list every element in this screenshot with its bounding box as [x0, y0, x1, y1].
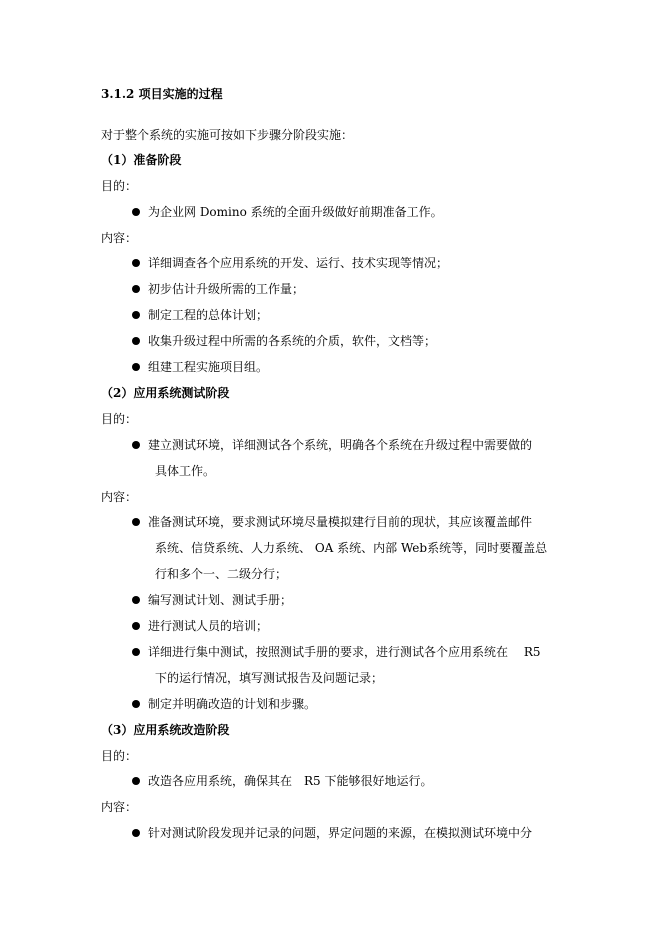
bullet-icon [132, 259, 140, 267]
bullet-icon [132, 829, 140, 837]
bullet-icon [132, 622, 140, 630]
phase-3-goal-label: 目的： [101, 749, 138, 763]
bullet-icon [132, 518, 140, 526]
phase-1-content-label: 内容： [101, 231, 138, 245]
phase-1-content-item: 初步估计升级所需的工作量； [148, 282, 305, 296]
phase-1-content-item: 收集升级过程中所需的各系统的介质，软件，文档等； [148, 334, 437, 348]
bullet-icon [132, 285, 140, 293]
phase-2-content-label: 内容： [101, 490, 138, 504]
phase-3-content-item: 针对测试阶段发现并记录的问题，界定问题的来源，在模拟测试环境中分 [148, 826, 533, 840]
phase-1-goal-item: 为企业网 Domino 系统的全面升级做好前期准备工作。 [148, 205, 443, 219]
phase-1-heading: （1）准备阶段 [101, 153, 182, 167]
phase-2-goal-item-line: 建立测试环境，详细测试各个系统，明确各个系统在升级过程中需要做的 [148, 438, 533, 452]
section-title: 3.1.2 项目实施的过程 [101, 87, 223, 101]
intro-text: 对于整个系统的实施可按如下步骤分阶段实施： [101, 128, 354, 142]
bullet-icon [132, 596, 140, 604]
bullet-icon [132, 700, 140, 708]
bullet-icon [132, 311, 140, 319]
phase-3-goal-item: 改造各应用系统，确保其在 R5 下能够很好地运行。 [148, 774, 433, 788]
phase-2-content-item: 进行测试人员的培训； [148, 619, 269, 633]
bullet-icon [132, 648, 140, 656]
bullet-icon [132, 777, 140, 785]
phase-1-content-item: 制定工程的总体计划； [148, 308, 269, 322]
phase-2-goal-label: 目的： [101, 412, 138, 426]
phase-2-content-item-line: 详细进行集中测试，按照测试手册的要求，进行测试各个应用系统在 R5 [148, 645, 541, 659]
phase-2-content-item-line: 下的运行情况，填写测试报告及问题记录； [155, 671, 384, 685]
phase-2-content-item-line: 行和多个一、二级分行； [155, 567, 288, 581]
phase-2-content-item-line: 系统、信贷系统、人力系统、 OA 系统、内部 Web系统等，同时要覆盖总 [155, 541, 548, 555]
phase-2-heading: （2）应用系统测试阶段 [101, 386, 230, 400]
phase-3-heading: （3）应用系统改造阶段 [101, 723, 230, 737]
phase-2-content-item: 编写测试计划、测试手册； [148, 593, 293, 607]
phase-2-goal-item-line: 具体工作。 [155, 464, 216, 478]
bullet-icon [132, 441, 140, 449]
phase-1-content-item: 详细调查各个应用系统的开发、运行、技术实现等情况； [148, 256, 449, 270]
bullet-icon [132, 208, 140, 216]
phase-1-content-item: 组建工程实施项目组。 [148, 360, 269, 374]
bullet-icon [132, 337, 140, 345]
phase-3-content-label: 内容： [101, 800, 138, 814]
phase-2-content-item-line: 准备测试环境，要求测试环境尽量模拟建行目前的现状，其应该覆盖邮件 [148, 515, 533, 529]
bullet-icon [132, 363, 140, 371]
phase-2-content-item: 制定并明确改造的计划和步骤。 [148, 697, 317, 711]
phase-1-goal-label: 目的： [101, 179, 138, 193]
